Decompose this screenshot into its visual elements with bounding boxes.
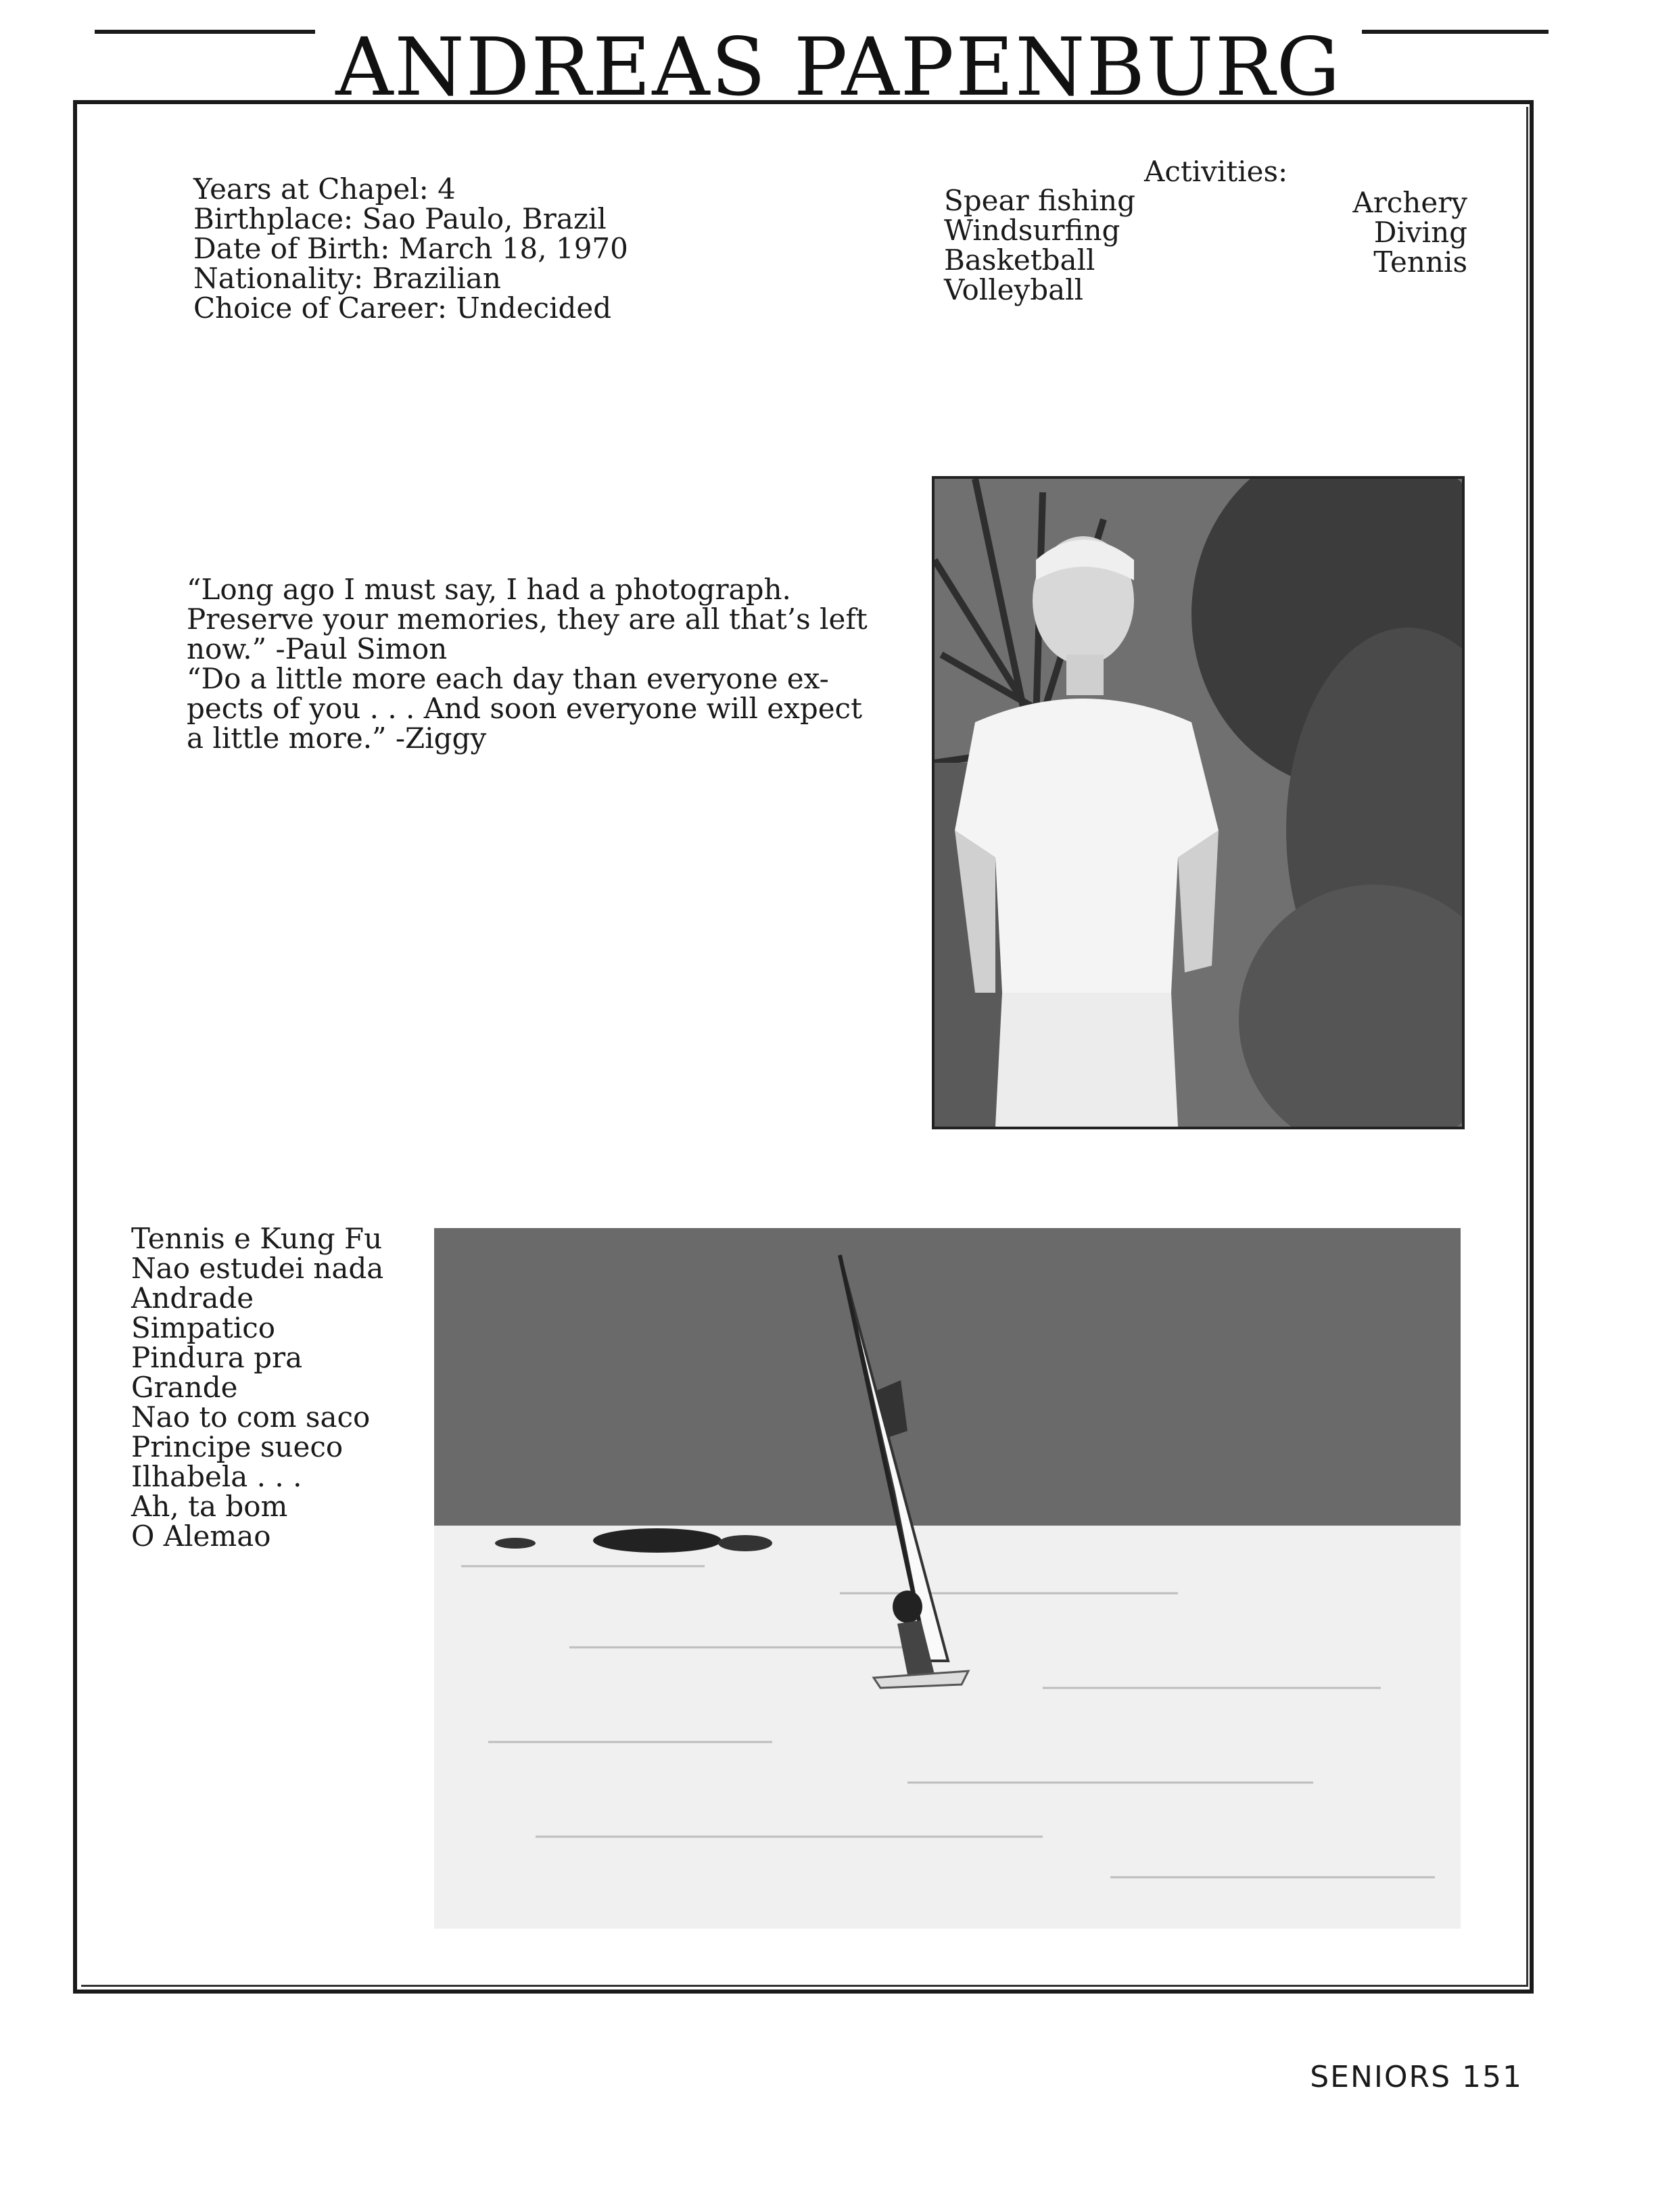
- windsurfing-photo-drawing: [434, 1228, 1461, 1929]
- quote-line: “Do a little more each day than everyone ex-: [187, 662, 829, 695]
- activity-item: Basketball: [944, 243, 1095, 277]
- activities-heading: Activities:: [1144, 155, 1288, 188]
- activity-item: Spear fishing: [944, 184, 1135, 217]
- quote-line: a little more.” -Ziggy: [187, 722, 487, 755]
- quote-line: pects of you . . . And soon everyone will expect: [187, 692, 862, 725]
- nickname-line: Pindura pra: [131, 1341, 303, 1374]
- nickname-line: Grande: [131, 1371, 238, 1404]
- activity-item: Diving: [1373, 216, 1467, 249]
- bio-birthdate: Date of Birth: March 18, 1970: [193, 232, 628, 265]
- portrait-photo-drawing: [935, 479, 1462, 1127]
- activities-right-list: [1352, 188, 1467, 277]
- quote-line: “Long ago I must say, I had a photograph.: [187, 573, 791, 606]
- nickname-line: Simpatico: [131, 1311, 276, 1344]
- nickname-line: Tennis e Kung Fu: [131, 1222, 383, 1255]
- page-footer: [1310, 2060, 1523, 2094]
- nickname-line: Nao to com saco: [131, 1401, 371, 1434]
- nickname-line: Ilhabela . . .: [131, 1460, 302, 1493]
- quote-line: now.” -Paul Simon: [187, 632, 448, 665]
- portrait-photo: [932, 476, 1465, 1129]
- nickname-line: Andrade: [131, 1281, 254, 1315]
- bio-years: Years at Chapel: 4: [193, 172, 456, 206]
- bio-block: [193, 174, 628, 323]
- activity-item: Volleyball: [944, 273, 1084, 306]
- activities-left-list: [944, 186, 1135, 305]
- nickname-line: O Alemao: [131, 1520, 271, 1553]
- quote-block: [187, 575, 868, 753]
- windsurfing-photo: [434, 1228, 1461, 1929]
- bio-nationality: Nationality: Brazilian: [193, 262, 501, 295]
- activity-item: Tennis: [1373, 245, 1467, 279]
- bio-career: Choice of Career: Undecided: [193, 291, 612, 325]
- page-title: ANDREAS PAPENBURG: [0, 27, 1677, 107]
- section-label: SENIORS: [1310, 2060, 1452, 2094]
- bio-birthplace: Birthplace: Sao Paulo, Brazil: [193, 202, 607, 235]
- activity-item: Archery: [1352, 186, 1467, 219]
- nickname-line: Principe sueco: [131, 1430, 344, 1463]
- nickname-list: [131, 1224, 383, 1551]
- page-number: 151: [1462, 2060, 1523, 2094]
- nickname-line: Nao estudei nada: [131, 1252, 384, 1285]
- quote-line: Preserve your memories, they are all that’s left: [187, 603, 868, 636]
- activity-item: Windsurfing: [944, 214, 1120, 247]
- nickname-line: Ah, ta bom: [131, 1490, 288, 1523]
